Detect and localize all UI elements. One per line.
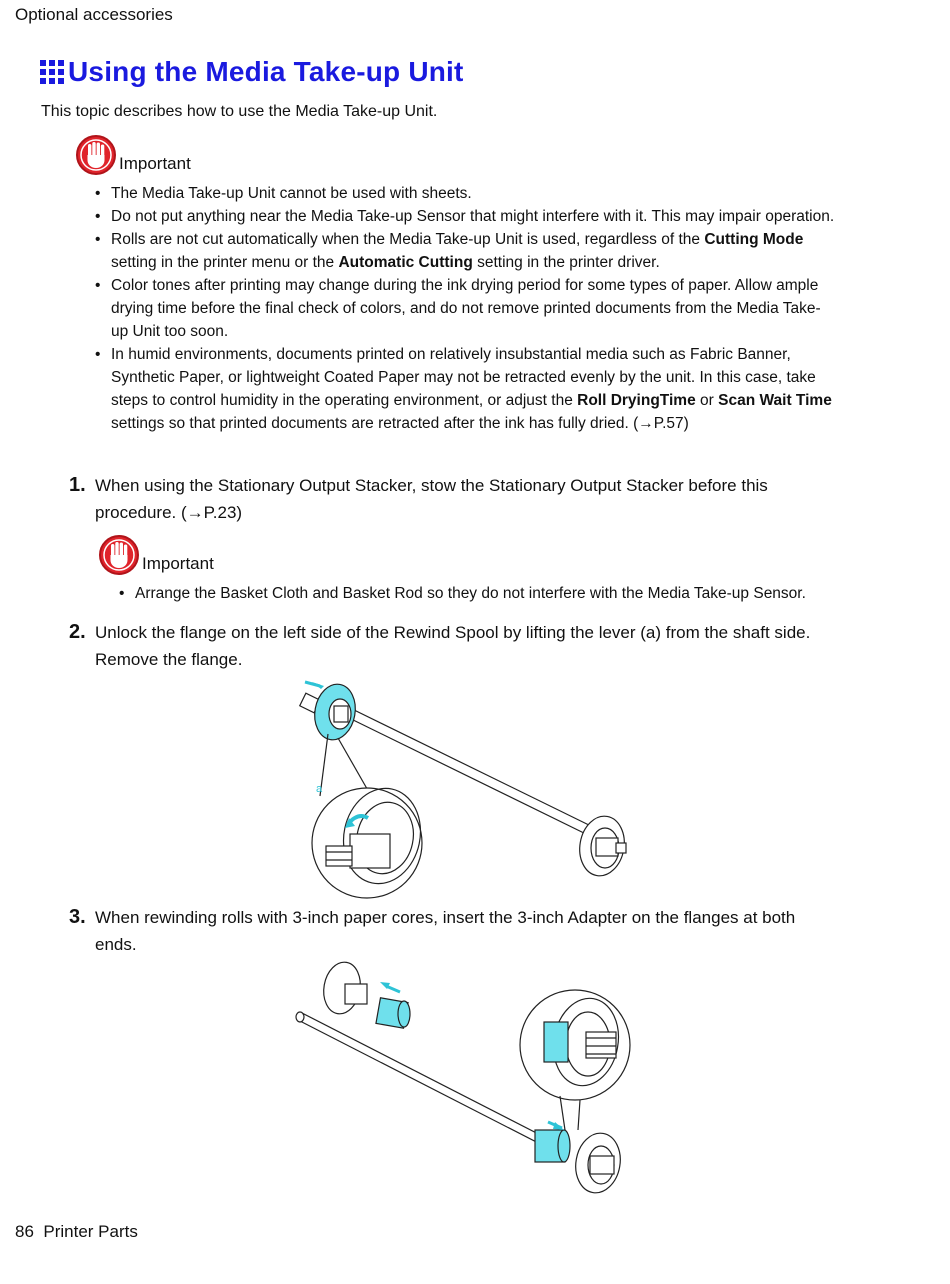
page-number: 86 [15, 1222, 34, 1241]
list-item: • Rolls are not cut automatically when the Media Take-up Unit is used, regardless of the Cutting Mode setting in the printer menu or the Automatic Cutting setting in the printer driver. [95, 228, 835, 274]
step-1 [69, 472, 815, 526]
step-3 [69, 904, 815, 958]
important-list [119, 582, 839, 605]
important-label: Important [142, 554, 214, 573]
page-title: Using the Media Take-up Unit [68, 56, 464, 87]
rewind-spool-illustration [290, 676, 640, 902]
adapter-illustration [290, 960, 640, 1200]
step-text: When using the Stationary Output Stacker, stow the Stationary Output Stacker before this procedure. (→P.23) [95, 476, 768, 522]
step-number: 3. [69, 906, 86, 928]
list-item: • Color tones after printing may change during the ink drying period for some types of paper. Allow ample drying time before the final check of colors, and do not remove printed documents from the Media Take-up Unit too soon. [95, 274, 835, 343]
page-footer [15, 1222, 138, 1242]
list-item: • Do not put anything near the Media Take-up Sensor that might interfere with it. This may impair operation. [95, 205, 835, 228]
list-item: • In humid environments, documents printed on relatively insubstantial media such as Fabric Banner, Synthetic Paper, or lightweight Coated Paper may not be retracted evenly by the unit. In this case, take steps to control humidity in the operating environment, or adjust the Roll DryingTime or Scan Wait Time settings so that printed documents are retracted after the ink has fully dried. (→P.57) [95, 343, 835, 435]
important-note [75, 134, 191, 176]
step-text: When rewinding rolls with 3-inch paper cores, insert the 3-inch Adapter on the flanges at both ends. [95, 908, 796, 954]
step-number: 1. [69, 474, 86, 496]
section-heading [40, 56, 464, 88]
important-note [98, 534, 214, 576]
step-text: Unlock the flange on the left side of the Rewind Spool by lifting the lever (a) from the shaft side. Remove the flange. [95, 623, 811, 669]
important-list [95, 182, 835, 435]
list-item: • Arrange the Basket Cloth and Basket Rod so they do not interfere with the Media Take-up Sensor. [119, 582, 839, 605]
callout-label: a [316, 783, 323, 795]
important-label: Important [119, 154, 191, 173]
stop-hand-icon [98, 534, 140, 576]
step-number: 2. [69, 621, 86, 643]
running-header: Optional accessories [15, 5, 173, 24]
step-2 [69, 619, 815, 673]
footer-section: Printer Parts [43, 1222, 138, 1241]
list-item: • The Media Take-up Unit cannot be used with sheets. [95, 182, 835, 205]
stop-hand-icon [75, 134, 117, 176]
grid-icon [40, 60, 64, 84]
intro-text: This topic describes how to use the Media Take-up Unit. [41, 103, 438, 120]
